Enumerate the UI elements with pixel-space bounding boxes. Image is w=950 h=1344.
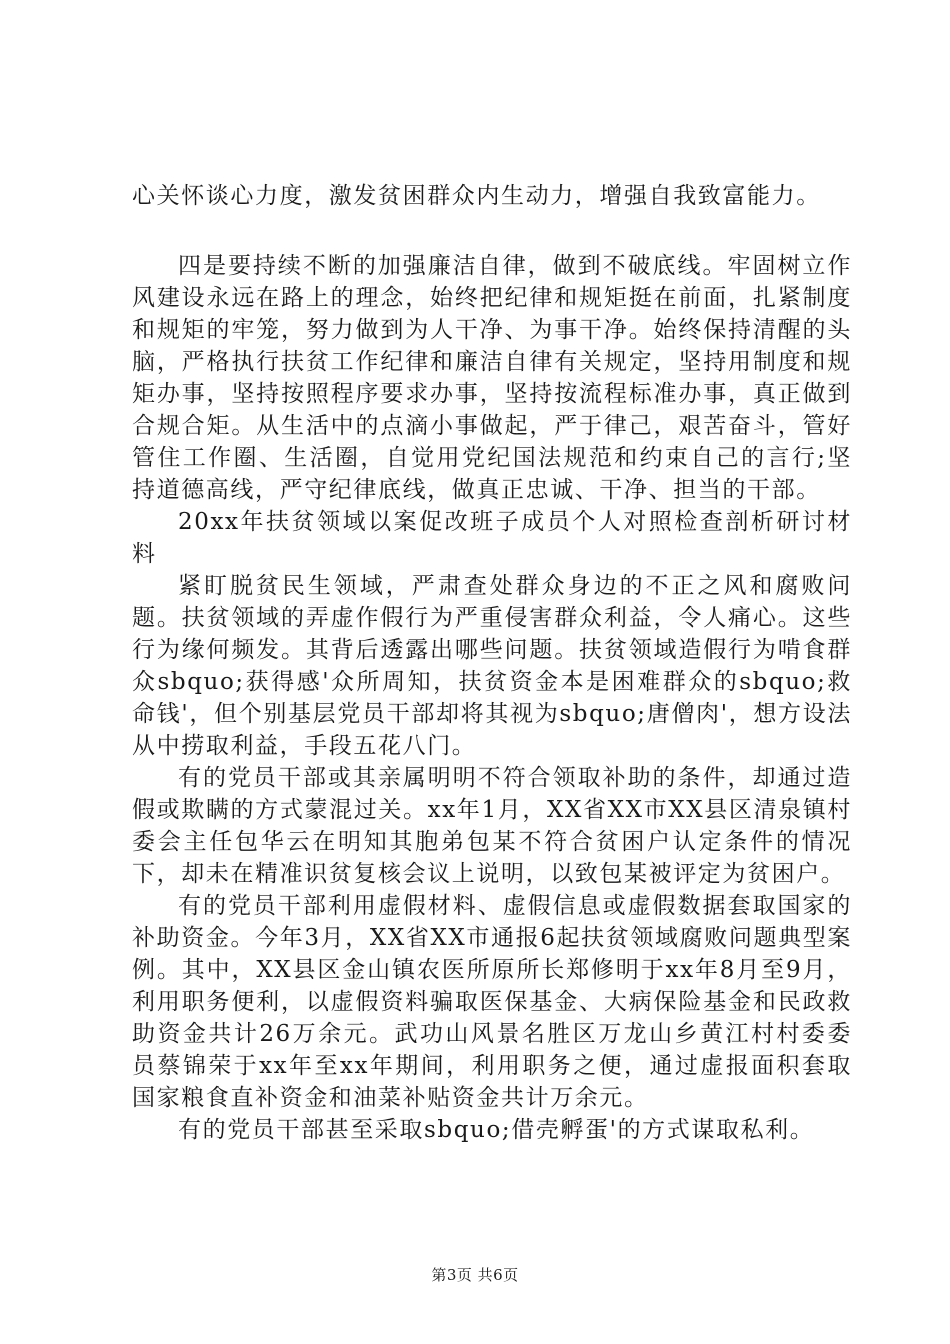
section-title: 20xx年扶贫领域以案促改班子成员个人对照检查剖析研讨材料 [132,509,852,567]
paragraph-case-relatives: 有的党员干部或其亲属明明不符合领取补助的条件，却通过造假或欺瞒的方式蒙混过关。xx年1月，XX省XX市XX县区清泉镇村委会主任包华云在明知其胞弟包某不符合贫困户认定条件的情况下，却未在精准识贫复核会议上说明，以致包某被评定为贫困户。 [132,765,852,887]
page-number-footer: 第3页 共6页 [431,1266,519,1284]
paragraph-poverty-fraud: 紧盯脱贫民生领域，严肃查处群众身边的不正之风和腐败问题。扶贫领域的弄虚作假行为严重侵害群众利益，令人痛心。这些行为缘何频发。其背后透露出哪些问题。扶贫领域造假行为啃食群众sbquo;获得感'众所周知，扶贫资金本是困难群众的sbquo;救命钱'，但个别基层党员干部却将其视为sbquo;唐僧肉'，想方设法从中捞取利益，手段五花八门。 [132,573,852,759]
paragraph-continuation: 心关怀谈心力度，激发贫困群众内生动力，增强自我致富能力。 [132,183,821,209]
paragraph-borrowed-shell: 有的党员干部甚至采取sbquo;借壳孵蛋'的方式谋取私利。 [178,1117,815,1143]
document-body [132,180,852,1146]
paragraph-integrity: 四是要持续不断的加强廉洁自律，做到不破底线。牢固树立作风建设永远在路上的理念，始终把纪律和规矩挺在前面，扎紧制度和规矩的牢笼，努力做到为人干净、为事干净。始终保持清醒的头脑，严格执行扶贫工作纪律和廉洁自律有关规定，坚持用制度和规矩办事，坚持按照程序要求办事，坚持按流程标准办事，真正做到合规合矩。从生活中的点滴小事做起，严于律己，艰苦奋斗，管好管住工作圈、生活圈，自觉用党纪国法规范和约束自己的言行;坚持道德高线，严守纪律底线，做真正忠诚、干净、担当的干部。 [132,253,852,503]
paragraph-case-false-materials: 有的党员干部利用虚假材料、虚假信息或虚假数据套取国家的补助资金。今年3月，XX省XX市通报6起扶贫领域腐败问题典型案例。其中，XX县区金山镇农医所原所长郑修明于xx年8月至9月，利用职务便利，以虚假资料骗取医保基金、大病保险基金和民政救助资金共计26万余元。武功山风景名胜区万龙山乡黄江村村委委员蔡锦荣于xx年至xx年期间，利用职务之便，通过虚报面积套取国家粮食直补资金和油菜补贴资金共计万余元。 [132,893,852,1111]
